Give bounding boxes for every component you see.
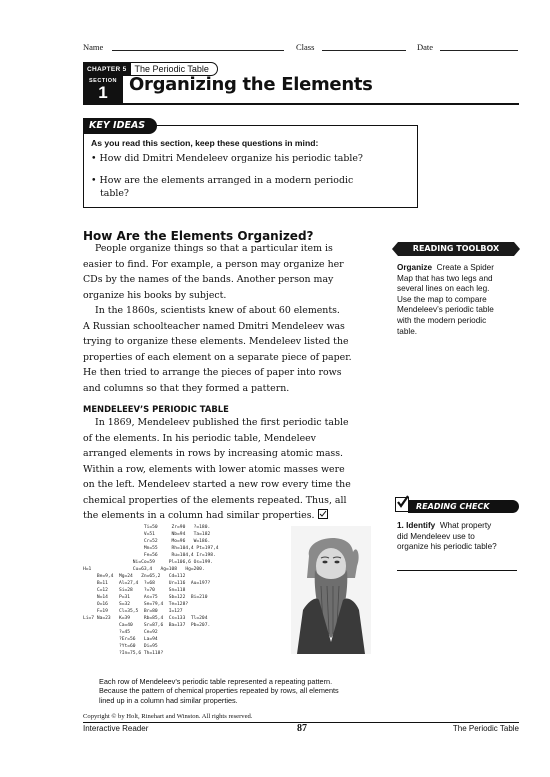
text-line: A Russian schoolteacher named Dmitri Mendeleev was xyxy=(83,320,345,332)
text-line: People organize things so that a particular item is xyxy=(95,243,333,254)
toolbox-line: several lines on each leg. xyxy=(397,284,490,294)
subsection-heading: MENDELEEV’S PERIODIC TABLE xyxy=(83,404,229,414)
question-text: What property xyxy=(439,521,492,530)
text-line: Within a row, elements with lower atomic masses were xyxy=(83,463,345,475)
text-line xyxy=(83,508,373,524)
bullet-icon: • xyxy=(91,175,97,186)
question-number: 1. xyxy=(397,521,404,530)
toolbox-line: Mendeleev’s periodic table xyxy=(397,305,494,315)
chapter-title: The Periodic Table xyxy=(131,62,218,76)
mendeleev-portrait xyxy=(291,526,371,654)
reading-toolbox-tab: READING TOOLBOX xyxy=(398,242,514,256)
question-line: did Mendeleev use to xyxy=(397,531,475,541)
text-line: easier to find. For example, a person may organize her xyxy=(83,258,344,270)
figure-caption xyxy=(99,677,384,705)
toolbox-line: with the modern periodic xyxy=(397,315,487,325)
text-line: In the 1860s, scientists knew of about 60 elements. xyxy=(95,305,340,316)
key-ideas-tab: KEY IDEAS xyxy=(83,118,157,134)
footer-book-title: Interactive Reader xyxy=(83,724,149,733)
key-idea-text: How did Dmitri Mendeleev organize his periodic table? xyxy=(99,153,363,164)
copyright: Copyright © by Holt, Rinehart and Winston. All rights reserved. xyxy=(83,713,253,720)
text-line: on the left. Mendeleev started a new row every time the xyxy=(83,479,351,490)
toolbox-line: table. xyxy=(397,326,418,336)
text-line: In 1869, Mendeleev published the first periodic table xyxy=(95,417,349,428)
caption-line: lined up in a column had similar properties. xyxy=(99,695,238,705)
key-idea-text: How are the elements arranged in a modern periodic xyxy=(99,175,354,186)
text-line: trying to organize these elements. Mendeleev listed the xyxy=(83,336,349,347)
toolbox-line xyxy=(397,263,519,274)
class-label: Class xyxy=(296,42,315,52)
section-badge xyxy=(83,76,123,103)
key-idea-item xyxy=(91,152,411,165)
text-line: and columns so that they formed a pattern. xyxy=(83,382,290,394)
text-line: of the elements. In his periodic table, Mendeleev xyxy=(83,432,316,444)
page-title: Organizing the Elements xyxy=(129,74,373,95)
footer-chapter-title: The Periodic Table xyxy=(452,724,519,733)
caption-line: Because the pattern of chemical properties repeated by rows, all elements xyxy=(99,686,339,696)
class-field[interactable] xyxy=(322,50,406,51)
text-line: organize his books by subject. xyxy=(83,289,227,301)
key-ideas-prompt: As you read this section, keep these questions in mind: xyxy=(91,138,319,148)
date-label: Date xyxy=(417,42,434,52)
body-paragraph xyxy=(83,415,373,524)
section-number: 1 xyxy=(98,83,108,102)
key-idea-item xyxy=(91,174,411,200)
text-line: arranged elements in rows by increasing atomic mass. xyxy=(83,448,344,459)
toolbox-line: Use the map to compare xyxy=(397,294,487,304)
answer-line[interactable] xyxy=(397,570,517,571)
name-label: Name xyxy=(83,42,104,52)
toolbox-term: Organize xyxy=(397,263,433,272)
body-paragraph xyxy=(83,241,373,396)
title-rule xyxy=(83,103,519,105)
question-line: organize his periodic table? xyxy=(397,542,497,552)
reading-toolbox-text xyxy=(397,263,519,337)
question-term: Identify xyxy=(406,521,436,530)
text-line: CDs by the names of the bands. Another person may xyxy=(83,274,334,285)
toolbox-line-text: Create a Spider xyxy=(436,263,494,272)
chapter-label: CHAPTER 5 xyxy=(83,62,131,76)
question-line xyxy=(397,521,519,532)
text-line: properties of each element on a separate piece of paper. xyxy=(83,351,352,363)
date-field[interactable] xyxy=(440,50,518,51)
mendeleev-figure xyxy=(83,524,373,656)
caption-line: Each row of Mendeleev’s periodic table represented a repeating pattern. xyxy=(99,677,333,686)
check-icon xyxy=(395,497,409,512)
page-number: 87 xyxy=(297,723,307,734)
text-line: He then tried to arrange the pieces of paper into rows xyxy=(83,367,342,378)
reading-check-tab: READING CHECK xyxy=(408,500,519,513)
section-heading: How Are the Elements Organized? xyxy=(83,229,314,243)
toolbox-line: Map that has two legs and xyxy=(397,273,493,283)
name-field[interactable] xyxy=(112,50,284,51)
key-idea-text: table? xyxy=(100,188,129,199)
section-label: SECTION xyxy=(89,78,117,84)
checkbox-icon[interactable] xyxy=(318,509,328,519)
mendeleev-table-text: Ti=50 Zr=90 ?=180. V=51 Nb=94 Ta=182 Cr=52 Mo=96 W=186. Mn=55 Rh=104,4 Pt=197,4 Fe=56 Ru=104,4 Ir=198. Ni=Co=59 Pl=106,6 Os=199. H=1 Cu=63,4 Ag=108 Hg=200. Be=9,4 Mg=24 Zn=65,2 Cd=112 B=11 Al=27,4 ?=68 Ur=116 Au=197? C=12 Si=28 ?=70 Sn=118 N=14 P=31 As=75 Sb=122 Bi=210 O=16 S=32 Se=79,4 Te=128? F=19 Cl=35,5 Br=80 I=127 Li=7 Na=23 K=39 Rb=85,4 Cs=133 Tl=204 Ca=40 Sr=87,6 Ba=137 Pb=207. ?=45 Ce=92 ?Er=56 La=94 ?Yt=60 Di=95 ?In=75,6 Th=118? xyxy=(83,525,219,656)
reading-check-question xyxy=(397,521,519,553)
text-line: chemical properties of the elements repeated. Thus, all xyxy=(83,494,347,506)
text-line-content: the elements in a column had similar properties. xyxy=(83,510,315,521)
bullet-icon: • xyxy=(91,153,97,164)
